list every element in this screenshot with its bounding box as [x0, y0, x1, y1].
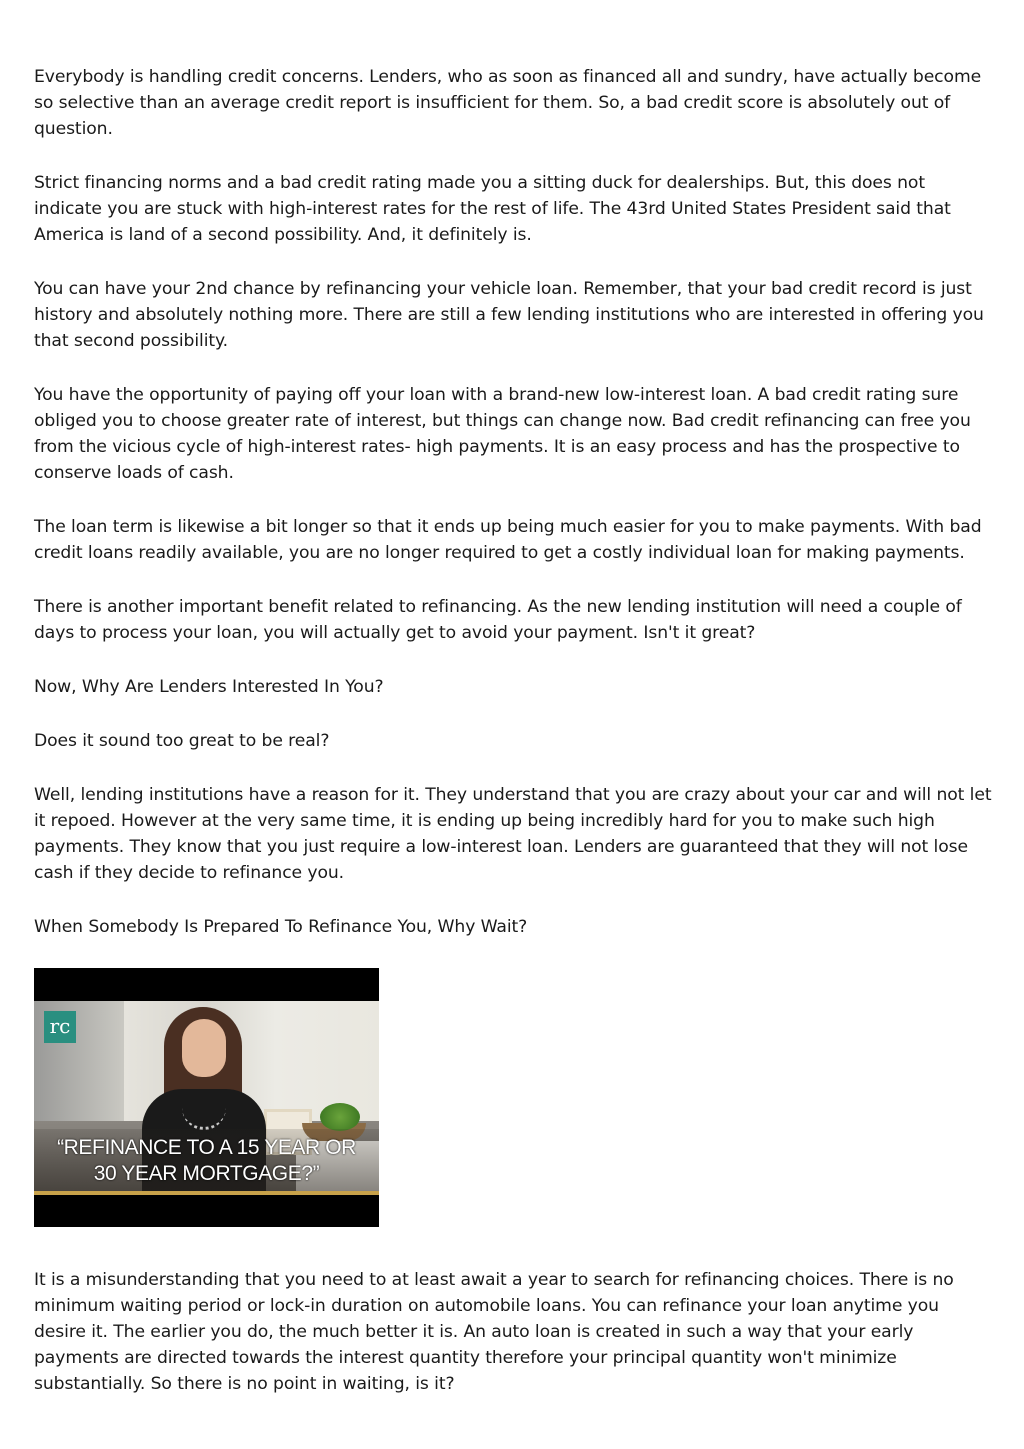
paragraph-8: Well, lending institutions have a reason for it. They understand that you are crazy about your car and will not let it repoed. However at the very same time, it is ending up being incredibly hard for you to make such high payments. They know that you just require a low-interest loan. Lenders are guaranteed that they will not lose cash if they decide to refinance you.: [34, 785, 992, 883]
video-frame: [34, 1001, 379, 1195]
paragraph-3: You can have your 2nd chance by refinancing your vehicle loan. Remember, that your bad credit record is just history and absolutely nothing more. There are still a few lending institutions who are interested in offering you that second possibility.: [34, 279, 984, 351]
channel-logo: rc: [44, 1011, 76, 1043]
paragraph-5: The loan term is likewise a bit longer so that it ends up being much easier for you to make payments. With bad credit loans readily available, you are no longer required to get a costly individual loan for making payments.: [34, 517, 982, 563]
paragraph-2: Strict financing norms and a bad credit rating made you a sitting duck for dealerships. But, this does not indicate you are stuck with high-interest rates for the rest of life. The 43rd United States President said that America is land of a second possibility. And, it definitely is.: [34, 173, 951, 245]
video-caption-line-2: 30 YEAR MORTGAGE?”: [93, 1162, 320, 1185]
article-body: [34, 64, 994, 1425]
subheading-why-wait: When Somebody Is Prepared To Refinance You, Why Wait?: [34, 917, 528, 937]
video-caption-line-1: “REFINANCE TO A 15 YEAR OR: [57, 1136, 356, 1159]
plant-graphic: [320, 1103, 360, 1131]
subheading-lenders-interested: Now, Why Are Lenders Interested In You?: [34, 677, 384, 697]
caption-underline: [34, 1191, 379, 1195]
video-caption: [34, 1129, 379, 1195]
video-thumbnail[interactable]: [34, 968, 379, 1227]
paragraph-7: Does it sound too great to be real?: [34, 731, 330, 751]
paragraph-1: Everybody is handling credit concerns. Lenders, who as soon as financed all and sundry, have actually become so selective than an average credit report is insufficient for them. So, a bad credit score is absolutely out of question.: [34, 67, 982, 139]
presenter-face: [182, 1019, 226, 1077]
paragraph-6: There is another important benefit related to refinancing. As the new lending institution will need a couple of days to process your loan, you will actually get to avoid your payment. Isn't it great?: [34, 597, 962, 643]
paragraph-4: You have the opportunity of paying off your loan with a brand-new low-interest loan. A bad credit rating sure obliged you to choose greater rate of interest, but things can change now. Bad credit refinancing can free you from the vicious cycle of high-interest rates- high payments. It is an easy process and has the prospective to conserve loads of cash.: [34, 385, 971, 483]
paragraph-9: It is a misunderstanding that you need to at least await a year to search for refinancing choices. There is no minimum waiting period or lock-in duration on automobile loans. You can refinance your loan anytime you desire it. The earlier you do, the much better it is. An auto loan is created in such a way that your early payments are directed towards the interest quantity therefore your principal quantity won't minimize substantially. So there is no point in waiting, is it?: [34, 1270, 954, 1394]
